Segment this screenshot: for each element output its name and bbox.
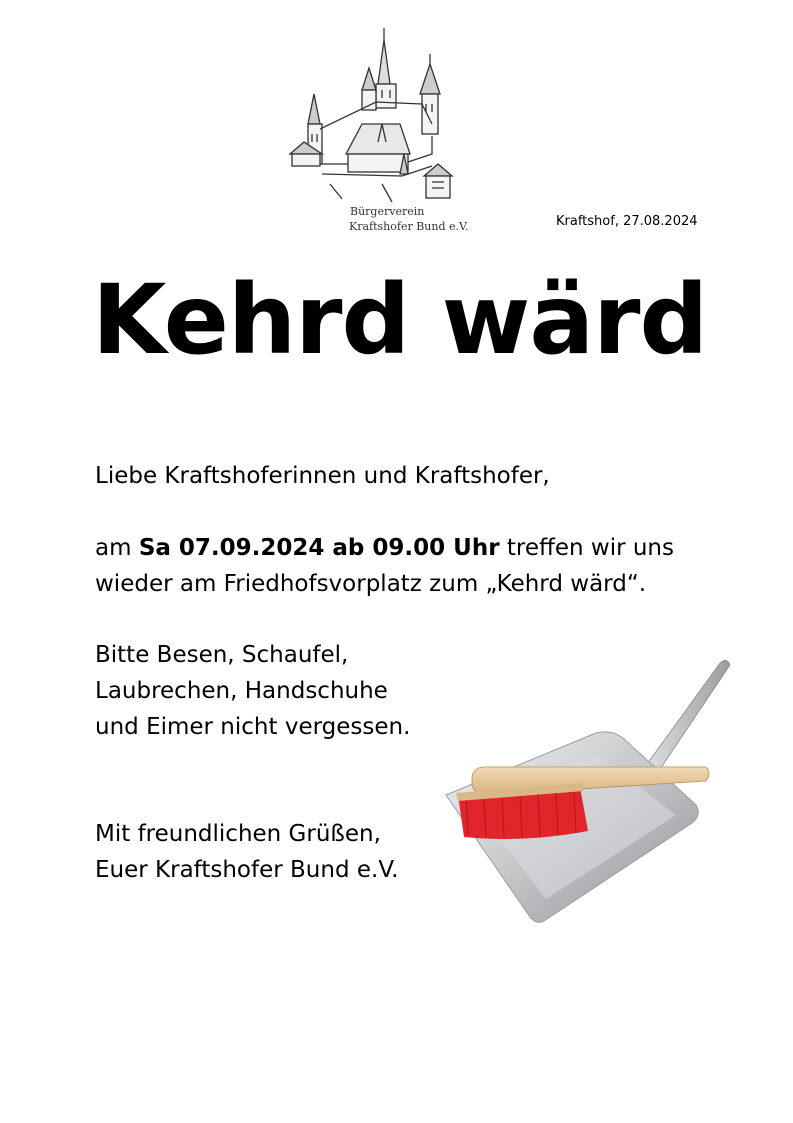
- bring-line2: Laubrechen, Handschuhe: [95, 678, 388, 704]
- meeting-paragraph: [95, 530, 674, 602]
- castle-logo-icon: [282, 24, 472, 209]
- closing-line2: Euer Kraftshofer Bund e.V.: [95, 857, 399, 883]
- meeting-datetime: Sa 07.09.2024 ab 09.00 Uhr: [138, 535, 500, 561]
- bring-line1: Bitte Besen, Schaufel,: [95, 642, 349, 668]
- meeting-suffix: treffen wir uns: [499, 535, 674, 561]
- closing-paragraph: [95, 816, 398, 888]
- association-logo: [282, 24, 472, 238]
- closing-line1: Mit freundlichen Grüßen,: [95, 821, 381, 847]
- broom-dustpan-image: [444, 655, 734, 925]
- page-title: Kehrd wärd: [92, 264, 708, 376]
- greeting-text: Liebe Kraftshoferinnen und Kraftshofer,: [95, 463, 550, 489]
- bring-paragraph: [95, 637, 410, 745]
- logo-text-line1: Bürgerverein: [350, 205, 425, 218]
- broom-dustpan-icon: [444, 655, 734, 925]
- bring-line3: und Eimer nicht vergessen.: [95, 714, 411, 740]
- meeting-line1: [95, 530, 674, 566]
- meeting-line2: wieder am Friedhofsvorplatz zum „Kehrd wärd“.: [95, 571, 647, 597]
- meeting-prefix: am: [95, 535, 139, 561]
- logo-text-line2: Kraftshofer Bund e.V.: [349, 220, 469, 233]
- date-line: Kraftshof, 27.08.2024: [556, 214, 698, 229]
